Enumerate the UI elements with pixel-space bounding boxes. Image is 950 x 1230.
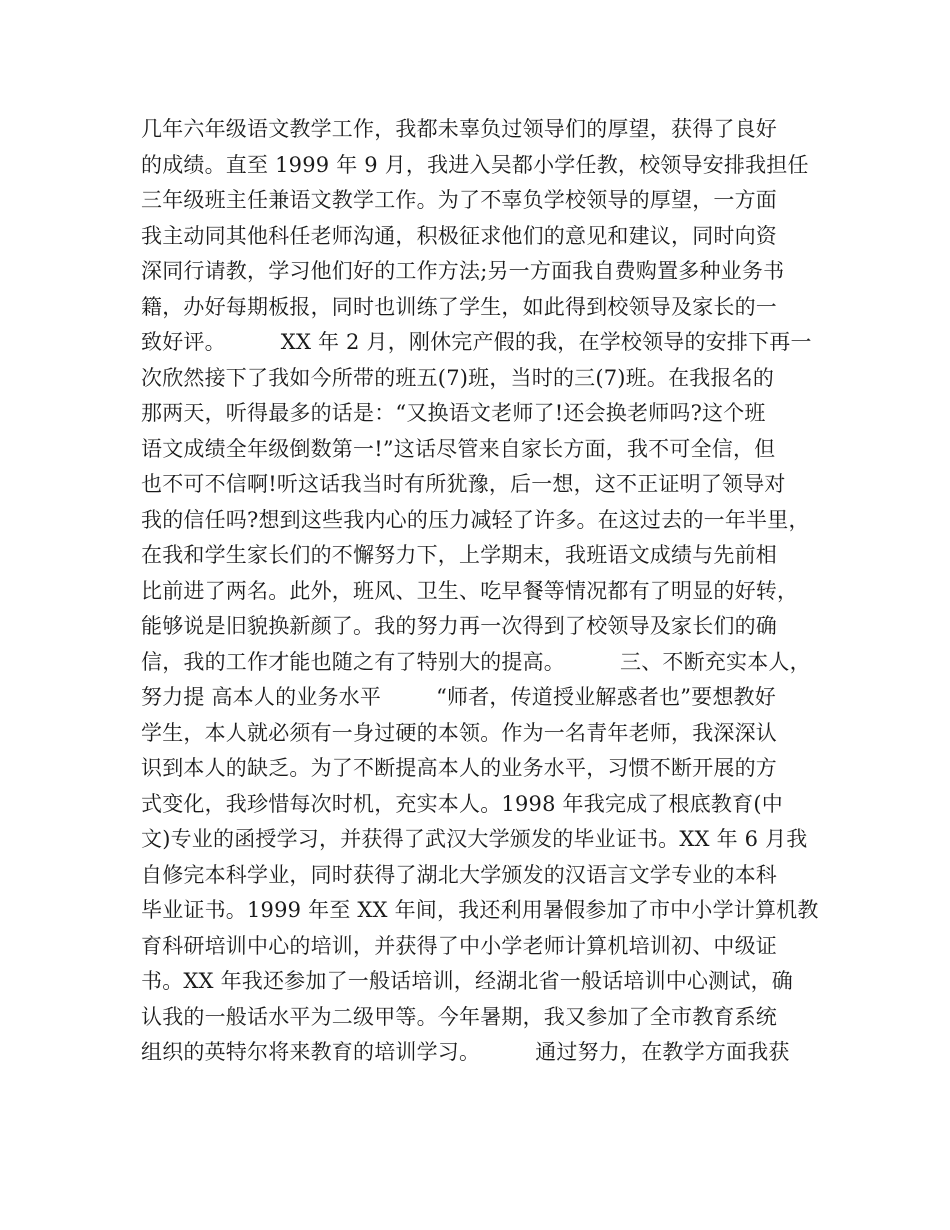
text-line: 式变化，我珍惜每次时机，充实本人。1998 年我完成了根底教育(中 [141,791,783,816]
body-text [141,112,831,1071]
text-line: 自修完本科学业，同时获得了湖北大学颁发的汉语言文学专业的本科 [141,862,777,887]
text-line: 也不可不信啊!听这话我当时有所犹豫，后一想，这不正证明了领导对 [141,472,786,496]
text-line: 我的信任吗?想到这些我内心的压力减轻了许多。在这过去的一年半里， [141,507,810,532]
text-line: 在我和学生家长们的不懈努力下，上学期末，我班语文成绩与先前相 [141,543,777,567]
text-line: 学生，本人就必须有一身过硬的本领。作为一名青年老师，我深深认 [141,720,777,745]
text-line: 次欣然接下了我如今所带的班五(7)班，当时的三(7)班。在我报名的 [141,365,775,390]
text-line: 致好评。 XX 年 2 月，刚休完产假的我，在学校领导的安排下再一 [141,330,812,354]
text-line: 的成绩。直至 1999 年 9 月，我进入吴都小学任教，校领导安排我担任 [141,152,809,177]
text-line: 几年六年级语文教学工作，我都未辜负过领导们的厚望，获得了良好 [141,117,777,141]
text-line: 语文成绩全年级倒数第一!”这话尽管来自家长方面，我不可全信，但 [141,436,776,461]
text-line: 那两天，听得最多的话是：“又换语文老师了!还会换老师吗?这个班 [141,401,766,425]
text-line: 识到本人的缺乏。为了不断提高本人的业务水平，习惯不断开展的方 [141,756,777,780]
text-line: 书。XX 年我还参加了一般话培训，经湖北省一般话培训中心测试，确 [141,969,793,993]
text-line: 比前进了两名。此外，班风、卫生、吃早餐等情况都有了明显的好转， [141,578,799,603]
text-line: 努力提 高本人的业务水平 “师者，传道授业解惑者也”要想教好 [141,685,776,709]
text-line: 组织的英特尔将来教育的培训学习。 通过努力，在教学方面我获 [141,1040,790,1064]
text-line: 认我的一般话水平为二级甲等。今年暑期，我又参加了全市教育系统 [141,1004,777,1029]
text-line: 信，我的工作才能也随之有了特别大的提高。 三、不断充实本人， [141,649,811,674]
text-line: 三年级班主任兼语文教学工作。为了不辜负学校领导的厚望，一方面 [141,188,777,212]
text-line: 深同行请教，学习他们好的工作方法;另一方面我自费购置多种业务书 [141,259,785,283]
text-line: 籍，办好每期板报，同时也训练了学生，如此得到校领导及家长的一 [141,294,777,319]
text-line: 文)专业的函授学习，并获得了武汉大学颁发的毕业证书。XX 年 6 月我 [141,827,808,851]
text-line: 育科研培训中心的培训，并获得了中小学老师计算机培训初、中级证 [141,933,777,958]
text-line: 我主动同其他科任老师沟通，积极征求他们的意见和建议，同时向资 [141,223,777,248]
text-line: 毕业证书。1999 年至 XX 年间，我还利用暑假参加了市中小学计算机教 [141,898,819,922]
text-line: 能够说是旧貌换新颜了。我的努力再一次得到了校领导及家长们的确 [141,614,777,638]
